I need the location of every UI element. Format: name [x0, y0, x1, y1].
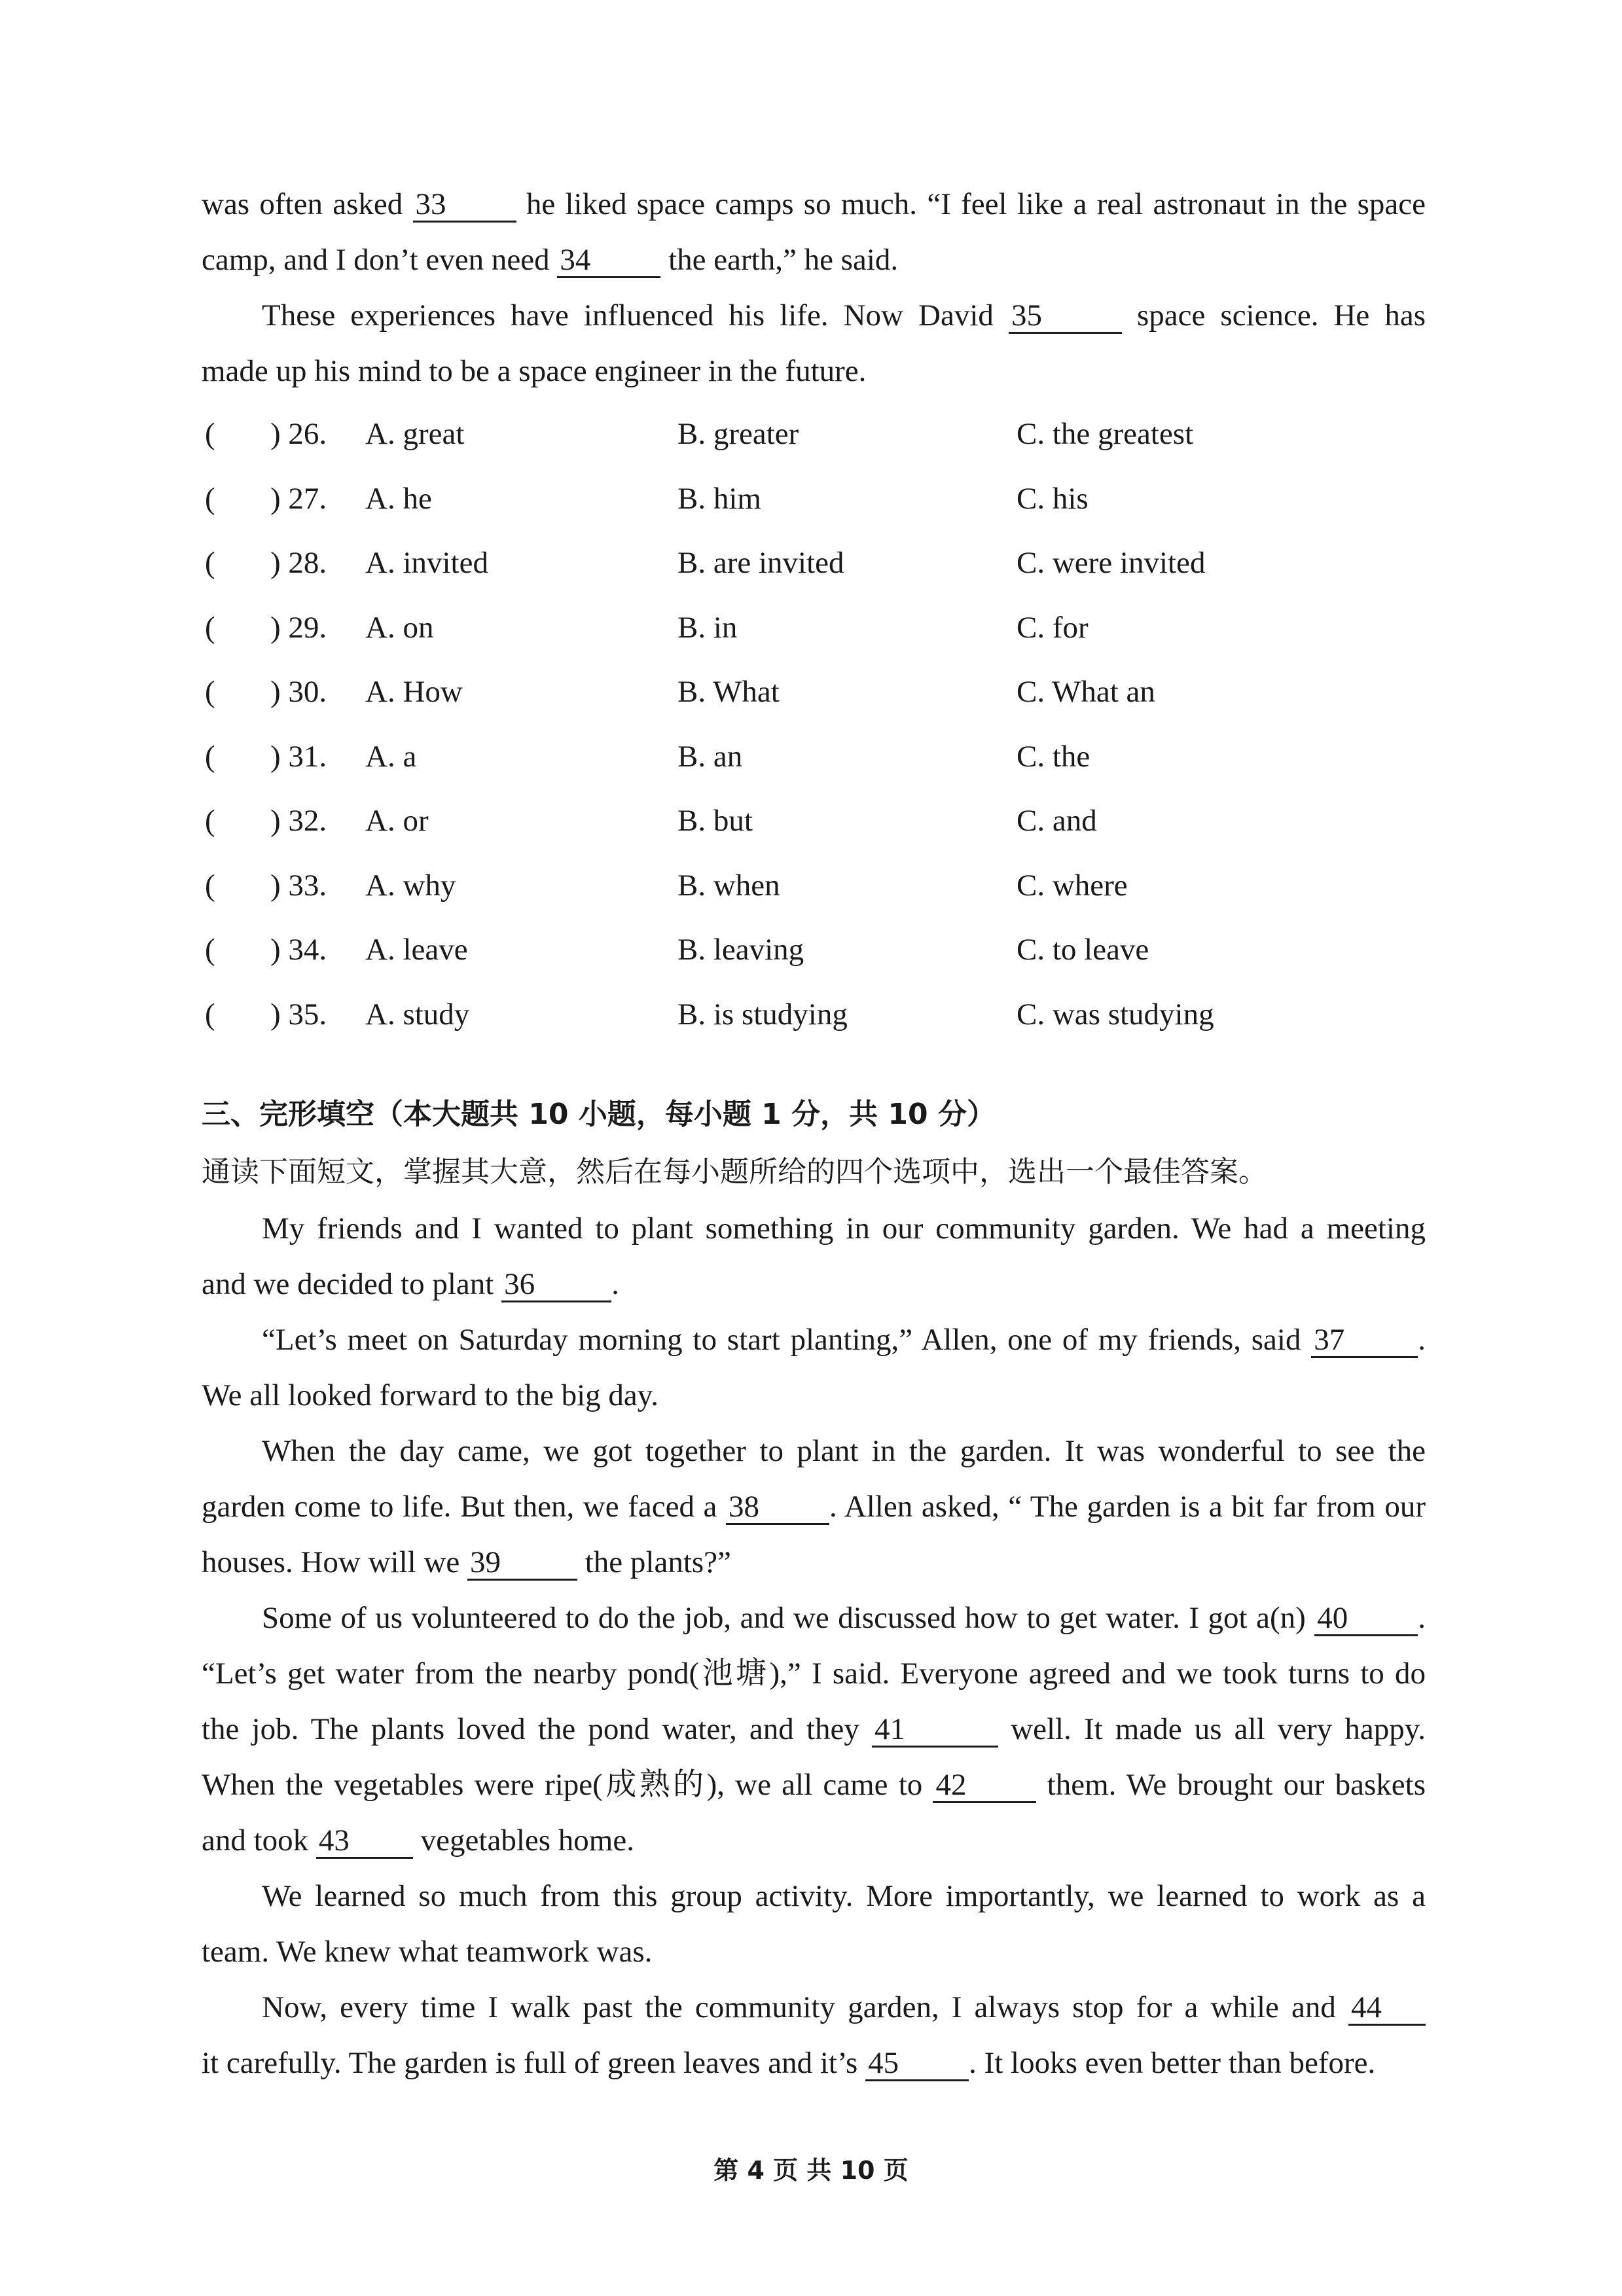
- answer-bracket: (: [205, 546, 215, 580]
- text-segment: space science. He has: [1121, 298, 1426, 332]
- text-segment: These experiences have influenced his life. Now David: [262, 298, 1009, 332]
- text-segment: Now, every time I walk past the community garden, I always stop for a while and: [262, 1990, 1348, 2024]
- question-row: [202, 725, 1426, 789]
- page-content: [202, 177, 1426, 2091]
- option-c: C. to leave: [1017, 933, 1149, 967]
- text-segment: the plants?”: [577, 1545, 731, 1579]
- option-b: B. greater: [677, 417, 799, 451]
- question-row: [202, 596, 1426, 660]
- blank-number: 42: [933, 1768, 1036, 1803]
- text-line: [202, 1535, 1426, 1590]
- blank-number: 35: [1009, 299, 1122, 334]
- text-line: [202, 1368, 1426, 1424]
- blank-number: 39: [467, 1546, 577, 1581]
- option-c: C. and: [1017, 804, 1097, 838]
- question-row: [202, 789, 1426, 853]
- text-segment: .: [1418, 1601, 1426, 1635]
- text-line: [202, 177, 1426, 232]
- option-a: A. why: [365, 868, 456, 903]
- option-c: C. where: [1017, 868, 1128, 903]
- option-c: C. the: [1017, 739, 1090, 774]
- answer-bracket: (: [205, 417, 215, 451]
- blank-number: 45: [865, 2047, 969, 2081]
- text-segment: and took: [202, 1823, 316, 1857]
- text-line: [202, 1479, 1426, 1535]
- question-row: [202, 982, 1426, 1047]
- text-segment: .: [1418, 1323, 1426, 1357]
- text-line: [202, 1646, 1426, 1702]
- text-segment: When the vegetables were ripe(成熟的), we all came to: [202, 1768, 933, 1802]
- question-number: ) 26.: [270, 417, 327, 451]
- text-line: [202, 1702, 1426, 1757]
- text-segment: them. We brought our baskets: [1036, 1768, 1426, 1802]
- text-line: [202, 1813, 1426, 1869]
- option-a: A. leave: [365, 933, 468, 967]
- text-segment: team. We knew what teamwork was.: [202, 1935, 653, 1969]
- option-b: B. are invited: [677, 546, 844, 580]
- question-number: ) 27.: [270, 481, 327, 516]
- page-footer: 第 4 页 共 10 页: [713, 2156, 909, 2185]
- text-line: [202, 1757, 1426, 1813]
- text-segment: vegetables home.: [412, 1823, 634, 1857]
- option-b: B. in: [677, 610, 738, 645]
- text-line: [202, 1924, 1426, 1980]
- blank-number: 43: [316, 1824, 413, 1859]
- question-number: ) 30.: [270, 675, 327, 709]
- text-segment: “Let’s meet on Saturday morning to start planting,” Allen, one of my friends, said: [262, 1323, 1312, 1357]
- text-segment: the earth,” he said.: [660, 243, 899, 277]
- option-b: B. but: [677, 804, 753, 838]
- text-segment: We all looked forward to the big day.: [202, 1378, 658, 1412]
- text-segment: well. It made us all very happy.: [998, 1712, 1426, 1746]
- text-line: [202, 232, 1426, 288]
- option-a: A. a: [365, 739, 417, 774]
- option-b: B. when: [677, 868, 780, 903]
- question-number: ) 31.: [270, 739, 327, 774]
- blank-number: 37: [1311, 1323, 1418, 1358]
- blank-number: 41: [872, 1713, 998, 1748]
- text-segment: he liked space camps so much. “I feel like a real astronaut in the space: [516, 187, 1426, 221]
- text-segment: .: [611, 1267, 619, 1301]
- option-a: A. great: [365, 417, 465, 451]
- text-line: [202, 1980, 1426, 2036]
- answer-bracket: (: [205, 804, 215, 838]
- question-row: [202, 467, 1426, 531]
- option-c: C. for: [1017, 610, 1089, 645]
- option-a: A. he: [365, 481, 432, 516]
- text-segment: “Let’s get water from the nearby pond(池塘),” I said. Everyone agreed and we took turns to do: [202, 1657, 1426, 1691]
- option-a: A. study: [365, 997, 470, 1031]
- answer-bracket: (: [205, 933, 215, 967]
- passage-continued: [202, 177, 1426, 399]
- text-segment: houses. How will we: [202, 1545, 467, 1579]
- question-number: ) 35.: [270, 997, 327, 1031]
- question-number: ) 28.: [270, 546, 327, 580]
- text-segment: and we decided to plant: [202, 1267, 502, 1301]
- question-row: [202, 660, 1426, 725]
- text-segment: We learned so much from this group activity. More importantly, we learned to work as a: [262, 1879, 1426, 1913]
- option-b: B. leaving: [677, 933, 804, 967]
- question-number: ) 33.: [270, 868, 327, 903]
- option-a: A. or: [365, 804, 429, 838]
- question-number: ) 34.: [270, 933, 327, 967]
- option-a: A. on: [365, 610, 434, 645]
- section-instruction: 通读下面短文，掌握其大意，然后在每小题所给的四个选项中，选出一个最佳答案。: [202, 1155, 1267, 1189]
- text-line: [202, 1312, 1426, 1368]
- option-c: C. were invited: [1017, 546, 1206, 580]
- blank-number: 40: [1314, 1602, 1418, 1636]
- option-a: A. How: [365, 675, 463, 709]
- option-b: B. What: [677, 675, 780, 709]
- blank-number: 34: [557, 243, 660, 278]
- text-segment: . Allen asked, “ The garden is a bit far from our: [829, 1490, 1426, 1524]
- text-segment: made up his mind to be a space engineer in the future.: [202, 354, 867, 388]
- text-segment: the job. The plants loved the pond water, and they: [202, 1712, 872, 1746]
- answer-bracket: (: [205, 481, 215, 516]
- question-row: [202, 531, 1426, 596]
- blank-number: 33: [413, 188, 516, 223]
- text-line: [202, 1257, 1426, 1312]
- option-b: B. an: [677, 739, 743, 774]
- text-segment: was often asked: [202, 187, 413, 221]
- text-line: [202, 1869, 1426, 1924]
- text-line: [202, 1424, 1426, 1479]
- text-line: [202, 1201, 1426, 1257]
- blank-number: 44: [1348, 1991, 1426, 2026]
- answer-bracket: (: [205, 739, 215, 774]
- question-row: [202, 918, 1426, 982]
- blank-number: 38: [726, 1490, 829, 1525]
- text-line: [202, 1590, 1426, 1646]
- option-b: B. is studying: [677, 997, 848, 1031]
- question-number: ) 29.: [270, 610, 327, 645]
- question-number: ) 32.: [270, 804, 327, 838]
- text-segment: When the day came, we got together to plant in the garden. It was wonderful to see the: [262, 1434, 1426, 1468]
- text-line: [202, 344, 1426, 399]
- text-line: [202, 2036, 1426, 2091]
- question-row: [202, 853, 1426, 918]
- text-segment: Some of us volunteered to do the job, and we discussed how to get water. I got a(n): [262, 1601, 1315, 1635]
- section-title: 三、完形填空（本大题共 10 小题，每小题 1 分，共 10 分）: [202, 1098, 996, 1131]
- answer-options: [202, 402, 1426, 1047]
- blank-number: 36: [501, 1268, 611, 1302]
- answer-bracket: (: [205, 868, 215, 903]
- option-c: C. the greatest: [1017, 417, 1194, 451]
- answer-bracket: (: [205, 675, 215, 709]
- option-a: A. invited: [365, 546, 488, 580]
- option-b: B. him: [677, 481, 761, 516]
- text-segment: camp, and I don’t even need: [202, 243, 558, 277]
- text-segment: it carefully. The garden is full of green leaves and it’s: [202, 2046, 866, 2080]
- option-c: C. What an: [1017, 675, 1155, 709]
- cloze-passage: [202, 1201, 1426, 2091]
- answer-bracket: (: [205, 610, 215, 645]
- text-segment: garden come to life. But then, we faced a: [202, 1490, 727, 1524]
- option-c: C. was studying: [1017, 997, 1214, 1031]
- answer-bracket: (: [205, 997, 215, 1031]
- text-segment: My friends and I wanted to plant something in our community garden. We had a meeting: [262, 1211, 1426, 1246]
- question-row: [202, 402, 1426, 467]
- text-line: [202, 288, 1426, 344]
- option-c: C. his: [1017, 481, 1089, 516]
- text-segment: . It looks even better than before.: [969, 2046, 1376, 2080]
